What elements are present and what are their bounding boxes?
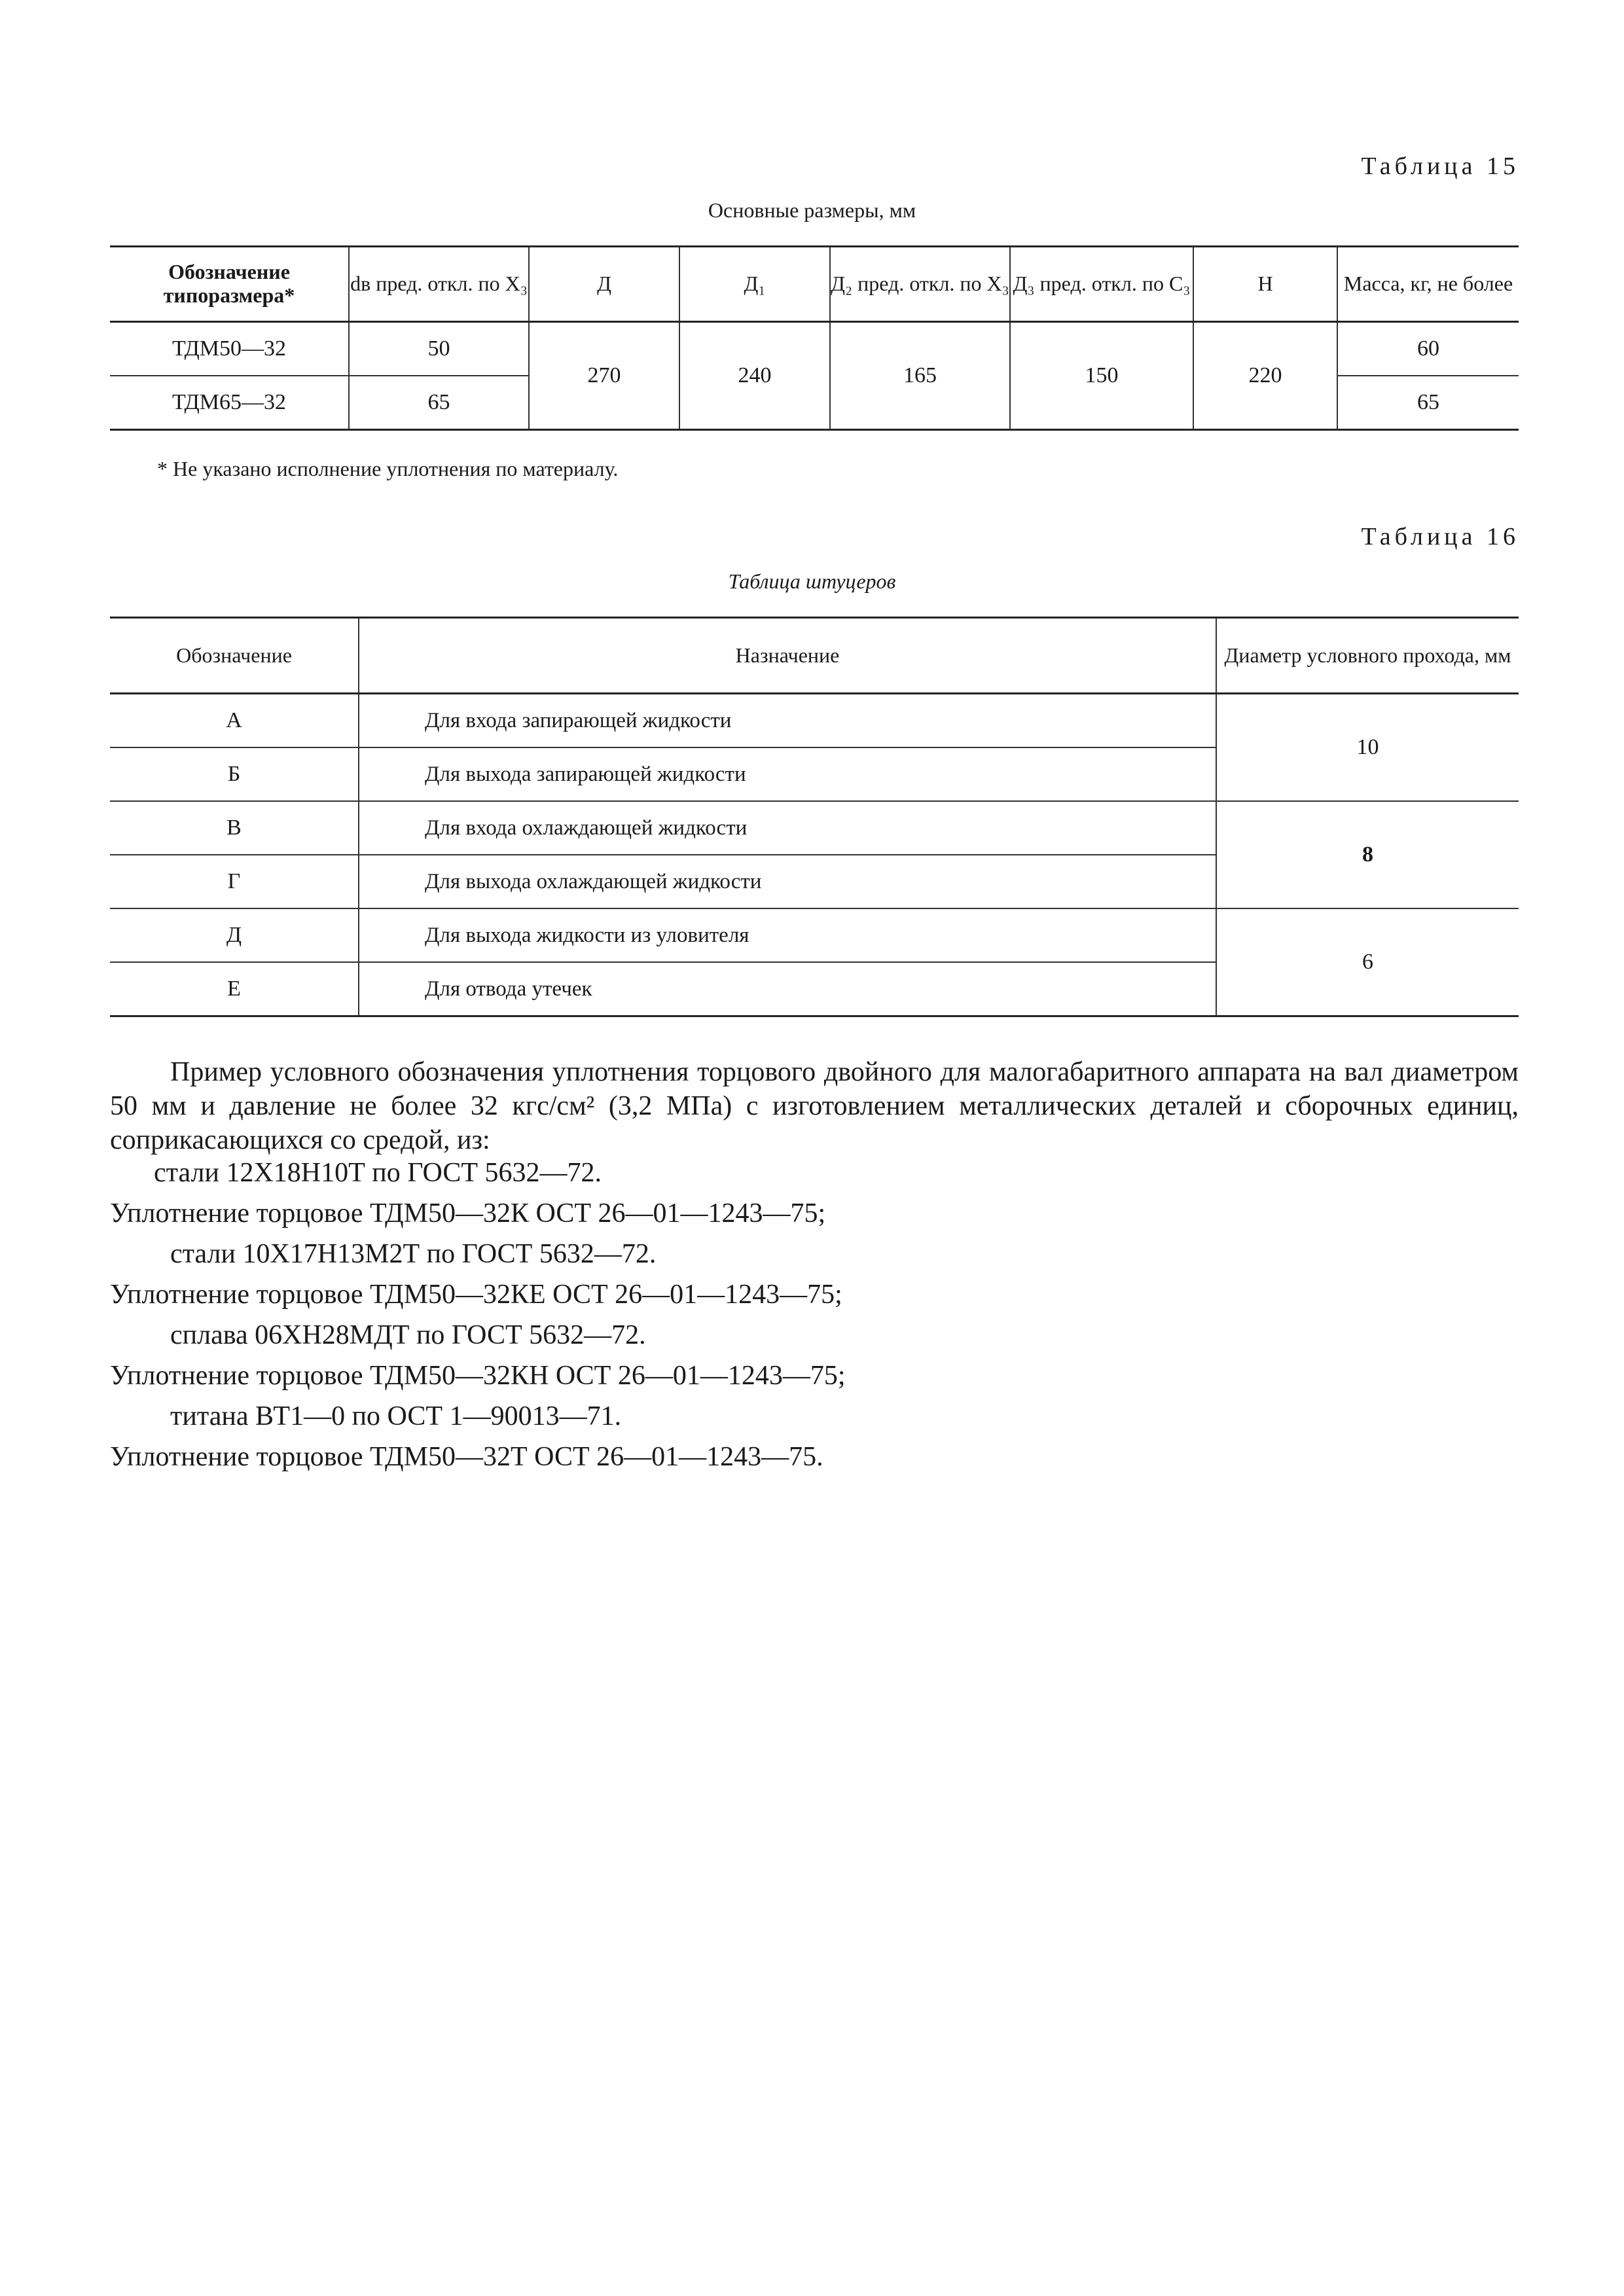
table-16-label: Таблица 16 bbox=[1361, 523, 1519, 550]
table-16 bbox=[110, 617, 1519, 1017]
cell-diameter: 10 bbox=[1216, 694, 1519, 802]
cell-code: А bbox=[110, 694, 359, 748]
header-d2: Д₂ пред. откл. по X₃ bbox=[830, 247, 1010, 322]
cell-db: 65 bbox=[349, 376, 529, 430]
header-diameter: Диаметр условного прохода, мм bbox=[1216, 618, 1519, 694]
header-designation: Обозначение типоразмера* bbox=[110, 247, 349, 322]
example-designation: Уплотнение торцовое ТДМ50—32Т ОСТ 26—01—1243—75. bbox=[110, 1442, 823, 1472]
table-row bbox=[110, 801, 1519, 855]
cell-d: 270 bbox=[529, 322, 679, 430]
cell-diameter: 8 bbox=[1216, 801, 1519, 908]
cell-code: Е bbox=[227, 977, 241, 1001]
table-row bbox=[110, 908, 1519, 962]
example-material: стали 10Х17Н13М2Т по ГОСТ 5632—72. bbox=[170, 1239, 657, 1269]
cell-purpose: Для входа запирающей жидкости bbox=[359, 694, 1216, 748]
cell-purpose: Для выхода жидкости из уловителя bbox=[359, 908, 1216, 962]
header-purpose: Назначение bbox=[359, 618, 1216, 694]
cell-diameter: 6 bbox=[1216, 908, 1519, 1016]
cell-purpose: Для выхода охлаждающей жидкости bbox=[359, 855, 1216, 908]
example-intro: Пример условного обозначения уплотнения торцового двойного для малогабаритного аппарата на вал диаметром 50 мм и давление не более 32 кгс/см² (3,2 МПа) с изготовлением металлических деталей и сборочных единиц, соприкасающихся со средой, из: bbox=[110, 1057, 1519, 1155]
header-d3: Д₃ пред. откл. по С₃ bbox=[1010, 247, 1193, 322]
example-material: сплава 06ХН28МДТ по ГОСТ 5632—72. bbox=[170, 1320, 646, 1350]
cell-code: Б bbox=[110, 747, 359, 801]
example-material: титана ВТ1—0 по ОСТ 1—90013—71. bbox=[170, 1401, 622, 1431]
cell-db: 50 bbox=[349, 322, 529, 376]
cell-code: Г bbox=[110, 855, 359, 908]
header-db: dв пред. откл. по X₃ bbox=[349, 247, 529, 322]
table-15-label: Таблица 15 bbox=[1361, 152, 1519, 180]
cell-designation: ТДМ65—32 bbox=[171, 390, 287, 414]
header-code: Обозначение bbox=[110, 618, 359, 694]
cell-purpose: Для входа охлаждающей жидкости bbox=[359, 801, 1216, 855]
cell-code: Д bbox=[110, 908, 359, 962]
table-15-footnote: * Не указано исполнение уплотнения по материалу. bbox=[157, 457, 619, 480]
header-d1: Д₁ bbox=[679, 247, 830, 322]
cell-mass: 65 bbox=[1337, 376, 1519, 430]
cell-d2: 165 bbox=[830, 322, 1010, 430]
header-h: Н bbox=[1193, 247, 1337, 322]
cell-d1: 240 bbox=[679, 322, 830, 430]
example-designation: Уплотнение торцовое ТДМ50—32КЕ ОСТ 26—01—1243—75; bbox=[110, 1280, 842, 1310]
cell-code: В bbox=[110, 801, 359, 855]
cell-mass: 60 bbox=[1337, 322, 1519, 376]
example-designation: Уплотнение торцовое ТДМ50—32К ОСТ 26—01—1243—75; bbox=[110, 1198, 826, 1229]
cell-designation: ТДМ50—32 bbox=[110, 322, 349, 376]
table-15 bbox=[110, 245, 1519, 431]
example-designation: Уплотнение торцовое ТДМ50—32КН ОСТ 26—01—1243—75; bbox=[110, 1361, 846, 1391]
table-16-title: Таблица штуцеров bbox=[728, 569, 896, 593]
cell-purpose: Для выхода запирающей жидкости bbox=[359, 747, 1216, 801]
cell-purpose: Для отвода утечек bbox=[359, 962, 1216, 1016]
header-d: Д bbox=[529, 247, 679, 322]
cell-d3: 150 bbox=[1010, 322, 1193, 430]
header-mass: Масса, кг, не более bbox=[1337, 247, 1519, 322]
cell-h: 220 bbox=[1193, 322, 1337, 430]
table-15-title: Основные размеры, мм bbox=[708, 198, 916, 222]
table-row bbox=[110, 322, 1519, 376]
table-row bbox=[110, 694, 1519, 748]
example-material: стали 12Х18Н10Т по ГОСТ 5632—72. bbox=[154, 1158, 602, 1188]
